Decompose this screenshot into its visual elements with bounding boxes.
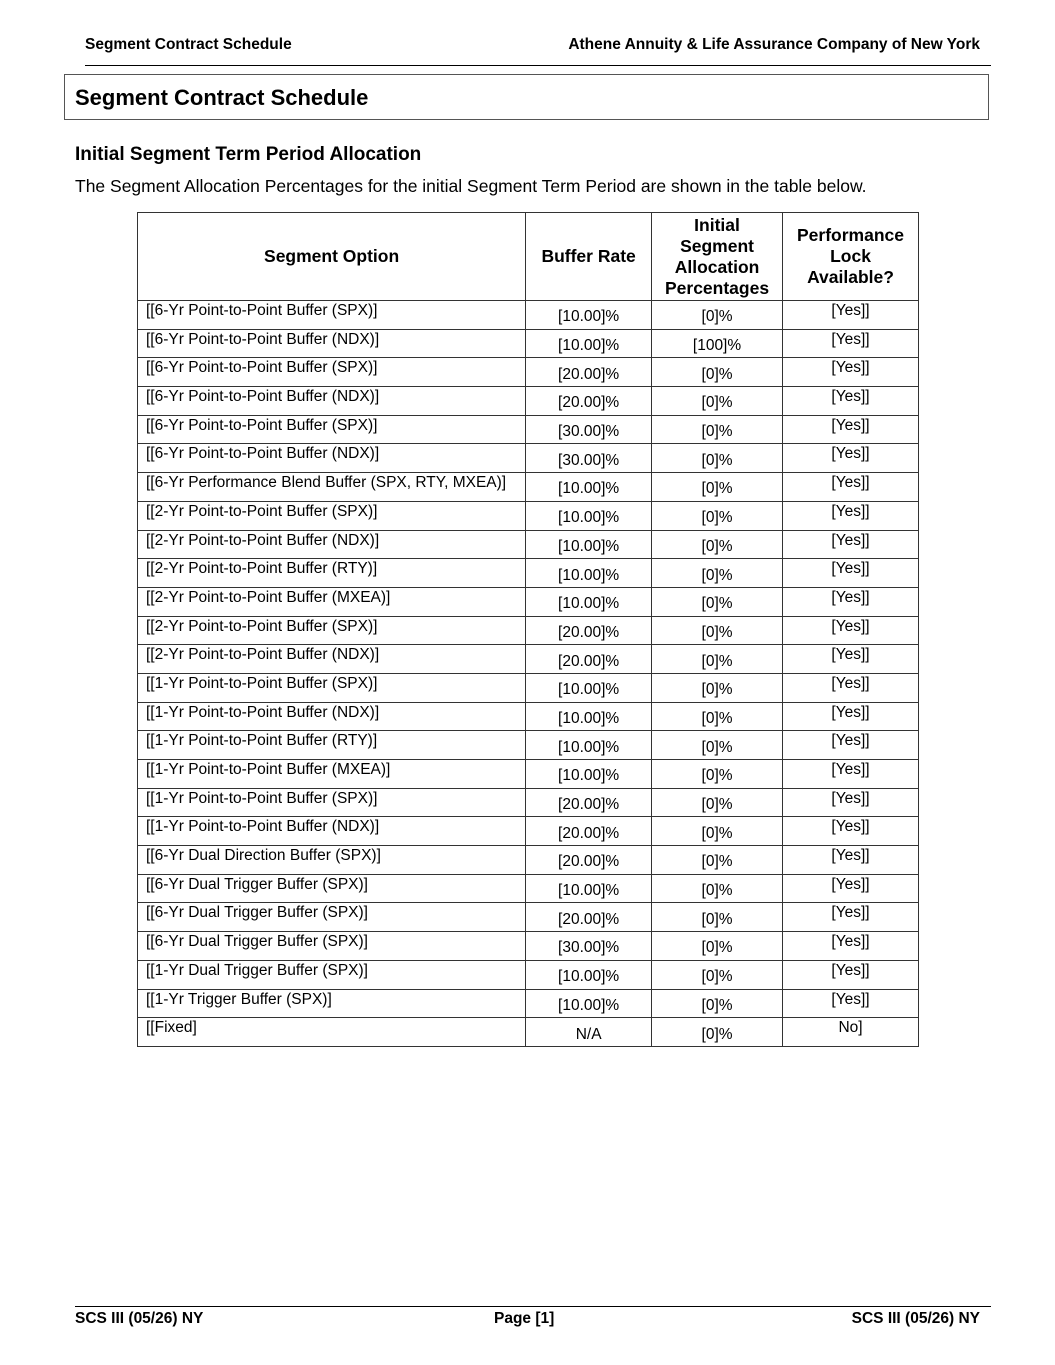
footer-form-number-left: SCS III (05/26) NY bbox=[75, 1310, 204, 1327]
cell-allocation: [0]% bbox=[652, 301, 783, 330]
cell-allocation: [0]% bbox=[652, 358, 783, 387]
cell-segment-option: [[1-Yr Point-to-Point Buffer (SPX)] bbox=[138, 673, 526, 702]
table-row bbox=[138, 846, 919, 875]
table-row bbox=[138, 932, 919, 961]
cell-segment-option: [[6-Yr Point-to-Point Buffer (NDX)] bbox=[138, 444, 526, 473]
table-row bbox=[138, 702, 919, 731]
table-row bbox=[138, 329, 919, 358]
table-row bbox=[138, 616, 919, 645]
cell-buffer-rate: [10.00]% bbox=[526, 587, 652, 616]
cell-performance-lock: [Yes]] bbox=[783, 817, 919, 846]
cell-performance-lock: [Yes]] bbox=[783, 960, 919, 989]
cell-allocation: [0]% bbox=[652, 501, 783, 530]
cell-segment-option: [[1-Yr Dual Trigger Buffer (SPX)] bbox=[138, 960, 526, 989]
cell-buffer-rate: [10.00]% bbox=[526, 530, 652, 559]
cell-buffer-rate: [20.00]% bbox=[526, 903, 652, 932]
cell-segment-option: [[6-Yr Point-to-Point Buffer (SPX)] bbox=[138, 415, 526, 444]
cell-segment-option: [[1-Yr Point-to-Point Buffer (SPX)] bbox=[138, 788, 526, 817]
cell-buffer-rate: [10.00]% bbox=[526, 501, 652, 530]
cell-performance-lock: [Yes]] bbox=[783, 932, 919, 961]
cell-performance-lock: [Yes]] bbox=[783, 387, 919, 416]
cell-performance-lock: [Yes]] bbox=[783, 788, 919, 817]
cell-segment-option: [[6-Yr Dual Trigger Buffer (SPX)] bbox=[138, 932, 526, 961]
cell-allocation: [0]% bbox=[652, 846, 783, 875]
cell-performance-lock: [Yes]] bbox=[783, 329, 919, 358]
table-row bbox=[138, 903, 919, 932]
column-header-buffer-rate: Buffer Rate bbox=[526, 213, 652, 301]
table-row bbox=[138, 587, 919, 616]
cell-allocation: [0]% bbox=[652, 932, 783, 961]
cell-segment-option: [[6-Yr Point-to-Point Buffer (NDX)] bbox=[138, 387, 526, 416]
cell-allocation: [0]% bbox=[652, 1018, 783, 1047]
cell-segment-option: [[2-Yr Point-to-Point Buffer (NDX)] bbox=[138, 530, 526, 559]
section-heading: Initial Segment Term Period Allocation bbox=[75, 144, 422, 165]
page-title: Segment Contract Schedule bbox=[75, 85, 369, 110]
table-row bbox=[138, 1018, 919, 1047]
column-header-segment-option: Segment Option bbox=[138, 213, 526, 301]
cell-segment-option: [[2-Yr Point-to-Point Buffer (MXEA)] bbox=[138, 587, 526, 616]
cell-segment-option: [[2-Yr Point-to-Point Buffer (NDX)] bbox=[138, 645, 526, 674]
cell-performance-lock: No] bbox=[783, 1018, 919, 1047]
table-row bbox=[138, 358, 919, 387]
table-row bbox=[138, 760, 919, 789]
table-row bbox=[138, 387, 919, 416]
cell-allocation: [0]% bbox=[652, 874, 783, 903]
cell-allocation: [0]% bbox=[652, 587, 783, 616]
cell-segment-option: [[2-Yr Point-to-Point Buffer (SPX)] bbox=[138, 501, 526, 530]
cell-buffer-rate: [10.00]% bbox=[526, 731, 652, 760]
cell-allocation: [0]% bbox=[652, 960, 783, 989]
table-row bbox=[138, 501, 919, 530]
cell-performance-lock: [Yes]] bbox=[783, 846, 919, 875]
cell-allocation: [0]% bbox=[652, 817, 783, 846]
cell-segment-option: [[6-Yr Performance Blend Buffer (SPX, RTY, MXEA)] bbox=[138, 473, 526, 502]
table-header-row bbox=[138, 213, 919, 301]
cell-segment-option: [[2-Yr Point-to-Point Buffer (RTY)] bbox=[138, 559, 526, 588]
cell-buffer-rate: [10.00]% bbox=[526, 960, 652, 989]
column-header-allocation: Initial Segment Allocation Percentages bbox=[652, 213, 783, 301]
table-row bbox=[138, 415, 919, 444]
cell-buffer-rate: [20.00]% bbox=[526, 616, 652, 645]
cell-allocation: [100]% bbox=[652, 329, 783, 358]
table-row bbox=[138, 530, 919, 559]
cell-segment-option: [[6-Yr Dual Trigger Buffer (SPX)] bbox=[138, 874, 526, 903]
cell-performance-lock: [Yes]] bbox=[783, 473, 919, 502]
cell-allocation: [0]% bbox=[652, 989, 783, 1018]
cell-allocation: [0]% bbox=[652, 387, 783, 416]
cell-allocation: [0]% bbox=[652, 903, 783, 932]
cell-allocation: [0]% bbox=[652, 616, 783, 645]
cell-segment-option: [[6-Yr Dual Trigger Buffer (SPX)] bbox=[138, 903, 526, 932]
column-header-performance-lock: Performance Lock Available? bbox=[783, 213, 919, 301]
section-intro: The Segment Allocation Percentages for the initial Segment Term Period are shown in the table below. bbox=[75, 176, 867, 196]
cell-performance-lock: [Yes]] bbox=[783, 358, 919, 387]
table-row bbox=[138, 874, 919, 903]
cell-buffer-rate: [10.00]% bbox=[526, 473, 652, 502]
table-row bbox=[138, 960, 919, 989]
cell-segment-option: [[6-Yr Point-to-Point Buffer (SPX)] bbox=[138, 358, 526, 387]
cell-performance-lock: [Yes]] bbox=[783, 731, 919, 760]
cell-allocation: [0]% bbox=[652, 415, 783, 444]
table-row bbox=[138, 673, 919, 702]
cell-segment-option: [[2-Yr Point-to-Point Buffer (SPX)] bbox=[138, 616, 526, 645]
footer-form-number-right: SCS III (05/26) NY bbox=[851, 1310, 980, 1327]
cell-buffer-rate: [20.00]% bbox=[526, 387, 652, 416]
table-row bbox=[138, 301, 919, 330]
cell-allocation: [0]% bbox=[652, 444, 783, 473]
cell-performance-lock: [Yes]] bbox=[783, 989, 919, 1018]
table-row bbox=[138, 559, 919, 588]
cell-segment-option: [[6-Yr Dual Direction Buffer (SPX)] bbox=[138, 846, 526, 875]
footer-divider bbox=[75, 1306, 991, 1307]
cell-buffer-rate: [30.00]% bbox=[526, 932, 652, 961]
cell-performance-lock: [Yes]] bbox=[783, 616, 919, 645]
cell-performance-lock: [Yes]] bbox=[783, 301, 919, 330]
cell-allocation: [0]% bbox=[652, 731, 783, 760]
cell-performance-lock: [Yes]] bbox=[783, 530, 919, 559]
cell-performance-lock: [Yes]] bbox=[783, 587, 919, 616]
table-row bbox=[138, 731, 919, 760]
table-row bbox=[138, 788, 919, 817]
cell-performance-lock: [Yes]] bbox=[783, 673, 919, 702]
cell-buffer-rate: [20.00]% bbox=[526, 817, 652, 846]
cell-buffer-rate: [10.00]% bbox=[526, 702, 652, 731]
cell-allocation: [0]% bbox=[652, 530, 783, 559]
cell-performance-lock: [Yes]] bbox=[783, 702, 919, 731]
cell-buffer-rate: [10.00]% bbox=[526, 989, 652, 1018]
cell-buffer-rate: [20.00]% bbox=[526, 358, 652, 387]
cell-segment-option: [[1-Yr Point-to-Point Buffer (RTY)] bbox=[138, 731, 526, 760]
cell-allocation: [0]% bbox=[652, 702, 783, 731]
running-header-company: Athene Annuity & Life Assurance Company of New York bbox=[568, 36, 980, 53]
cell-buffer-rate: [30.00]% bbox=[526, 415, 652, 444]
cell-buffer-rate: [10.00]% bbox=[526, 559, 652, 588]
cell-buffer-rate: [10.00]% bbox=[526, 329, 652, 358]
page-title-box bbox=[64, 74, 989, 120]
table-row bbox=[138, 473, 919, 502]
cell-allocation: [0]% bbox=[652, 473, 783, 502]
header-divider bbox=[85, 65, 991, 66]
cell-segment-option: [[1-Yr Point-to-Point Buffer (MXEA)] bbox=[138, 760, 526, 789]
footer-page-number: Page [1] bbox=[494, 1310, 555, 1327]
cell-buffer-rate: [20.00]% bbox=[526, 788, 652, 817]
cell-segment-option: [[6-Yr Point-to-Point Buffer (NDX)] bbox=[138, 329, 526, 358]
table-row bbox=[138, 989, 919, 1018]
cell-allocation: [0]% bbox=[652, 559, 783, 588]
cell-allocation: [0]% bbox=[652, 645, 783, 674]
segment-allocation-table bbox=[137, 212, 919, 1047]
cell-performance-lock: [Yes]] bbox=[783, 903, 919, 932]
cell-buffer-rate: [30.00]% bbox=[526, 444, 652, 473]
table-row bbox=[138, 817, 919, 846]
cell-buffer-rate: [10.00]% bbox=[526, 673, 652, 702]
cell-allocation: [0]% bbox=[652, 760, 783, 789]
cell-segment-option: [[1-Yr Point-to-Point Buffer (NDX)] bbox=[138, 702, 526, 731]
cell-buffer-rate: [20.00]% bbox=[526, 645, 652, 674]
cell-buffer-rate: N/A bbox=[526, 1018, 652, 1047]
table-row bbox=[138, 444, 919, 473]
cell-buffer-rate: [10.00]% bbox=[526, 874, 652, 903]
cell-allocation: [0]% bbox=[652, 673, 783, 702]
cell-segment-option: [[6-Yr Point-to-Point Buffer (SPX)] bbox=[138, 301, 526, 330]
cell-buffer-rate: [10.00]% bbox=[526, 301, 652, 330]
cell-performance-lock: [Yes]] bbox=[783, 874, 919, 903]
cell-buffer-rate: [20.00]% bbox=[526, 846, 652, 875]
cell-performance-lock: [Yes]] bbox=[783, 501, 919, 530]
running-header-title: Segment Contract Schedule bbox=[85, 36, 292, 53]
cell-performance-lock: [Yes]] bbox=[783, 559, 919, 588]
table-row bbox=[138, 645, 919, 674]
cell-performance-lock: [Yes]] bbox=[783, 415, 919, 444]
cell-allocation: [0]% bbox=[652, 788, 783, 817]
cell-performance-lock: [Yes]] bbox=[783, 645, 919, 674]
cell-performance-lock: [Yes]] bbox=[783, 760, 919, 789]
cell-performance-lock: [Yes]] bbox=[783, 444, 919, 473]
cell-segment-option: [[1-Yr Trigger Buffer (SPX)] bbox=[138, 989, 526, 1018]
cell-segment-option: [[Fixed] bbox=[138, 1018, 526, 1047]
cell-buffer-rate: [10.00]% bbox=[526, 760, 652, 789]
cell-segment-option: [[1-Yr Point-to-Point Buffer (NDX)] bbox=[138, 817, 526, 846]
